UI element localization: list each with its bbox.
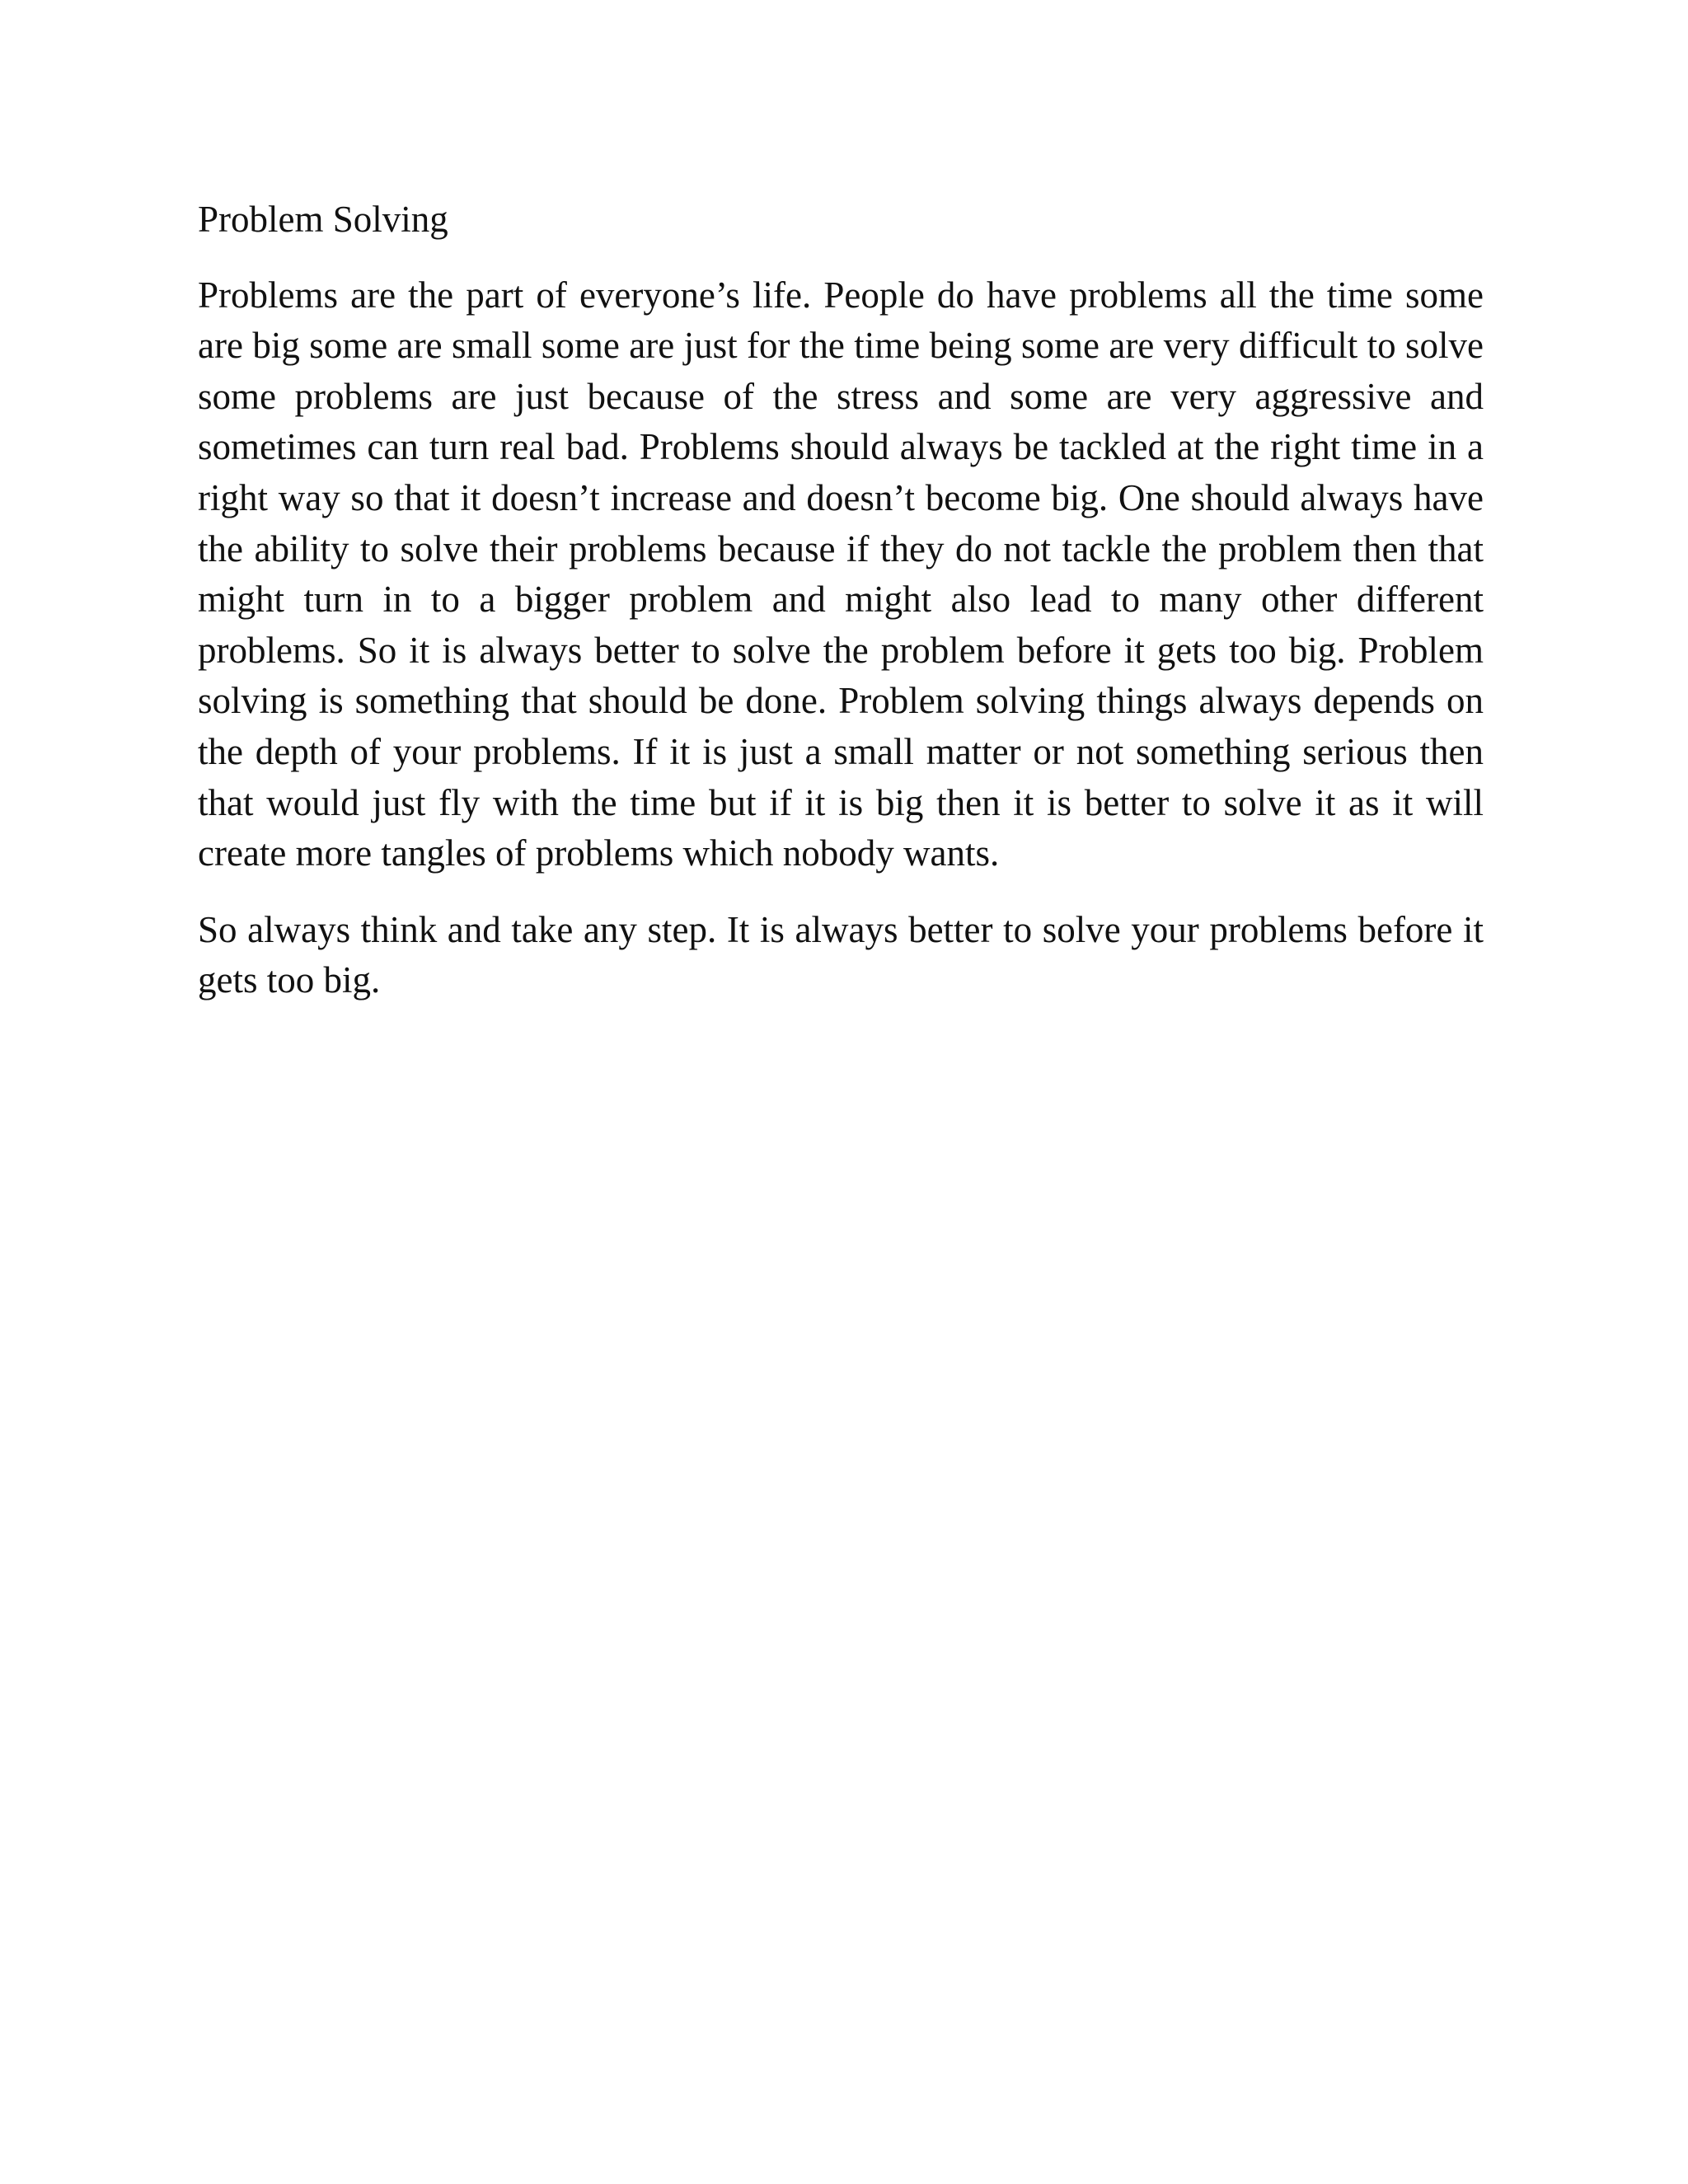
document-title: Problem Solving xyxy=(198,199,448,240)
paragraph-2: So always think and take any step. It is always better to solve your problems before it gets too big. xyxy=(198,908,1484,1001)
paragraph-1: Problems are the part of everyone’s life. People do have problems all the time some are big some are small some are just for the time being some are very difficult to solve some problems are just because of the stress and some are very aggressive and sometimes can turn real bad. Problems should always be tackled at the right time in a right way so that it doesn’t increase and doesn’t become big. One should always have the ability to solve their problems because if they do not tackle the problem then that might turn in to a bigger problem and might also lead to many other different problems. So it is always better to solve the problem before it gets too big. Problem solving is something that should be done. Problem solving things always depends on the depth of your problems. If it is just a small matter or not something serious then that would just fly with the time but if it is big then it is better to solve it as it will create more tangles of problems which nobody wants. xyxy=(198,274,1484,874)
document-body xyxy=(198,194,1484,1032)
